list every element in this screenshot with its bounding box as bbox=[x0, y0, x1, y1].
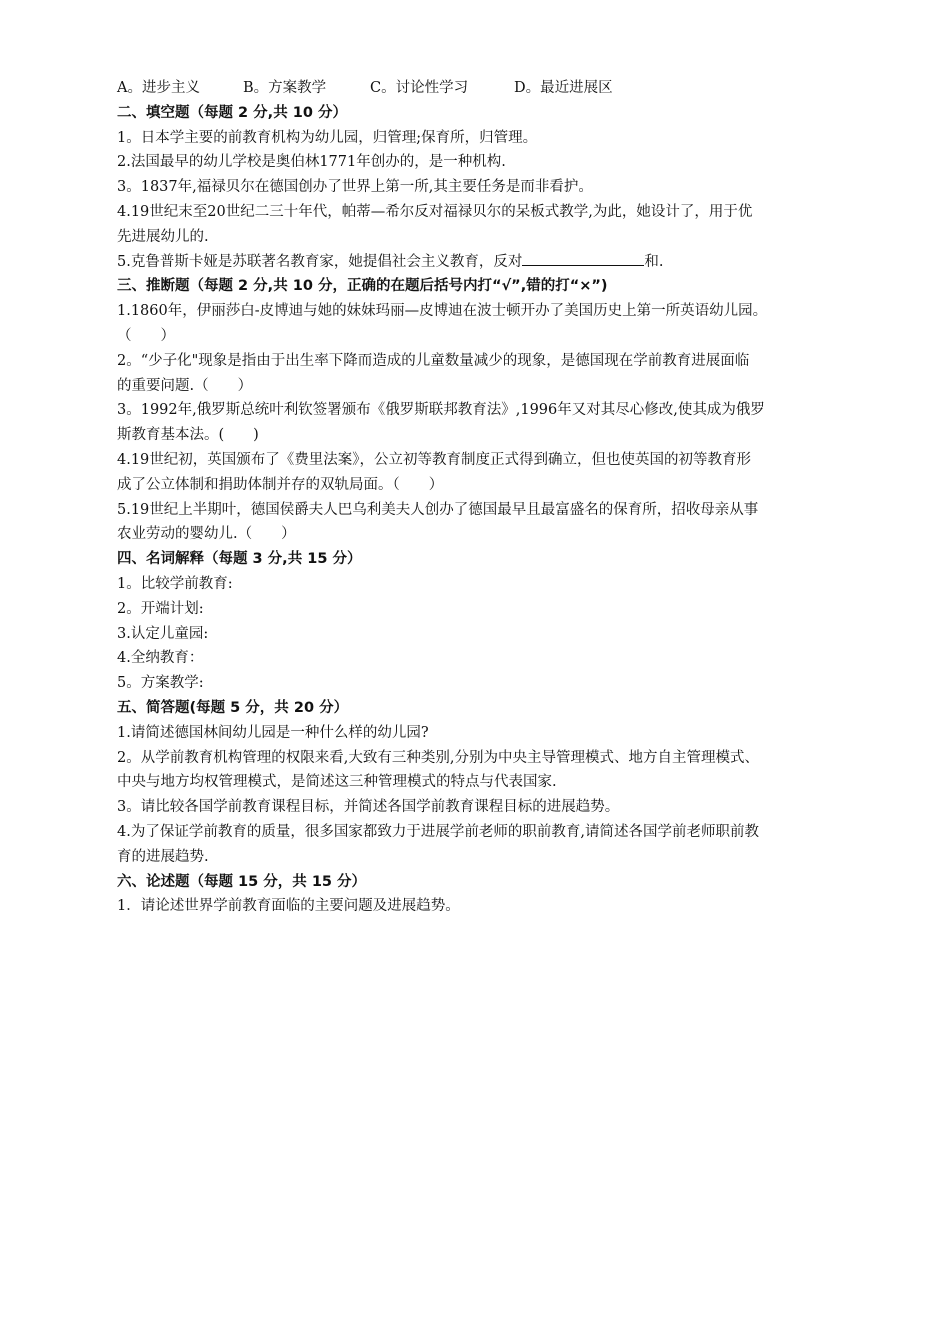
short-answer-q4-cont: 育的进展趋势. bbox=[117, 848, 209, 865]
section-essay-title: 六、论述题（每题 15 分，共 15 分） bbox=[117, 873, 367, 890]
short-answer-q2-cont: 中央与地方均权管理模式，是简述这三种管理模式的特点与代表国家. bbox=[117, 774, 557, 791]
short-answer-q2: 2。从学前教育机构管理的权限来看,大致有三种类别,分别为中央主导管理模式、地方自主管理模式、 bbox=[117, 749, 759, 766]
option-d: D。最近进展区 bbox=[514, 80, 613, 96]
section-fill-blank-title: 二、填空题（每题 2 分,共 10 分） bbox=[117, 104, 347, 121]
section-judgement-title: 三、推断题（每题 2 分,共 10 分，正确的在题后括号内打“√”,错的打“×”) bbox=[117, 278, 608, 295]
judgement-q3: 3。1992年,俄罗斯总统叶利钦签署颁布《俄罗斯联邦教育法》,1996年又对其尽心修改,使其成为俄罗 bbox=[117, 402, 765, 419]
fill-blank-q4: 4.19世纪末至20世纪二三十年代，帕蒂—希尔反对福禄贝尔的呆板式教学,为此，她设计了，用于优 bbox=[117, 203, 753, 220]
term-2: 2。开端计划: bbox=[117, 600, 204, 617]
section-terms-title: 四、名词解释（每题 3 分,共 15 分） bbox=[117, 551, 362, 568]
answer-blank[interactable] bbox=[522, 250, 644, 266]
judgement-q5-cont: 农业劳动的婴幼儿.（ ） bbox=[117, 526, 296, 543]
options-line bbox=[117, 76, 882, 101]
option-c: C。讨论性学习 bbox=[370, 80, 469, 96]
term-1: 1。比较学前教育: bbox=[117, 575, 233, 592]
judgement-q1: 1.1860年，伊丽莎白-皮博迪与她的妹妹玛丽—皮博迪在波士顿开办了美国历史上第一所英语幼儿园。 bbox=[117, 303, 768, 320]
judgement-q5: 5.19世纪上半期叶，德国侯爵夫人巴乌利美夫人创办了德国最早且最富盛名的保育所，招收母亲从事 bbox=[117, 501, 759, 518]
judgement-q2: 2。“少子化"现象是指由于出生率下降而造成的儿童数量减少的现象，是德国现在学前教育进展面临 bbox=[117, 352, 750, 369]
short-answer-q1: 1.请简述德国林间幼儿园是一种什么样的幼儿园? bbox=[117, 724, 429, 741]
fill-blank-q2: 2.法国最早的幼儿学校是奥伯林1771年创办的，是一种机构. bbox=[117, 154, 506, 171]
term-3: 3.认定儿童园: bbox=[117, 625, 209, 642]
fill-blank-q1: 1。日本学主要的前教育机构为幼儿园，归管理;保育所，归管理。 bbox=[117, 129, 538, 146]
essay-q1: 1．请论述世界学前教育面临的主要问题及进展趋势。 bbox=[117, 898, 460, 915]
option-b: B。方案教学 bbox=[243, 80, 327, 96]
fill-blank-q5 bbox=[117, 250, 882, 275]
fill-blank-q5-before: 5.克鲁普斯卡娅是苏联著名教育家，她提倡社会主义教育，反对 bbox=[117, 253, 523, 270]
short-answer-q3: 3。请比较各国学前教育课程目标，并简述各国学前教育课程目标的进展趋势。 bbox=[117, 799, 620, 816]
fill-blank-q4-cont: 先进展幼儿的. bbox=[117, 228, 209, 245]
judgement-q1-bracket: （ ） bbox=[117, 327, 175, 344]
short-answer-q4: 4.为了保证学前教育的质量，很多国家都致力于进展学前老师的职前教育,请简述各国学前老师职前教 bbox=[117, 823, 759, 840]
section-short-answer-title: 五、简答题(每题 5 分，共 20 分） bbox=[117, 699, 349, 716]
judgement-q4: 4.19世纪初，英国颁布了《费里法案》，公立初等教育制度正式得到确立，但也使英国的初等教育形 bbox=[117, 451, 752, 468]
term-5: 5。方案教学: bbox=[117, 675, 204, 692]
fill-blank-q3: 3。1837年,福禄贝尔在德国创办了世界上第一所,其主要任务是而非看护。 bbox=[117, 179, 593, 196]
judgement-q3-cont: 斯教育基本法。( ) bbox=[117, 427, 259, 444]
fill-blank-q5-after: 和. bbox=[644, 253, 664, 270]
term-4: 4.全纳教育： bbox=[117, 650, 204, 667]
judgement-q4-cont: 成了公立体制和捐助体制并存的双轨局面。（ ） bbox=[117, 476, 444, 493]
exam-page bbox=[117, 76, 882, 919]
judgement-q2-cont: 的重要问题.（ ） bbox=[117, 377, 253, 394]
option-a: A。进步主义 bbox=[117, 80, 200, 96]
